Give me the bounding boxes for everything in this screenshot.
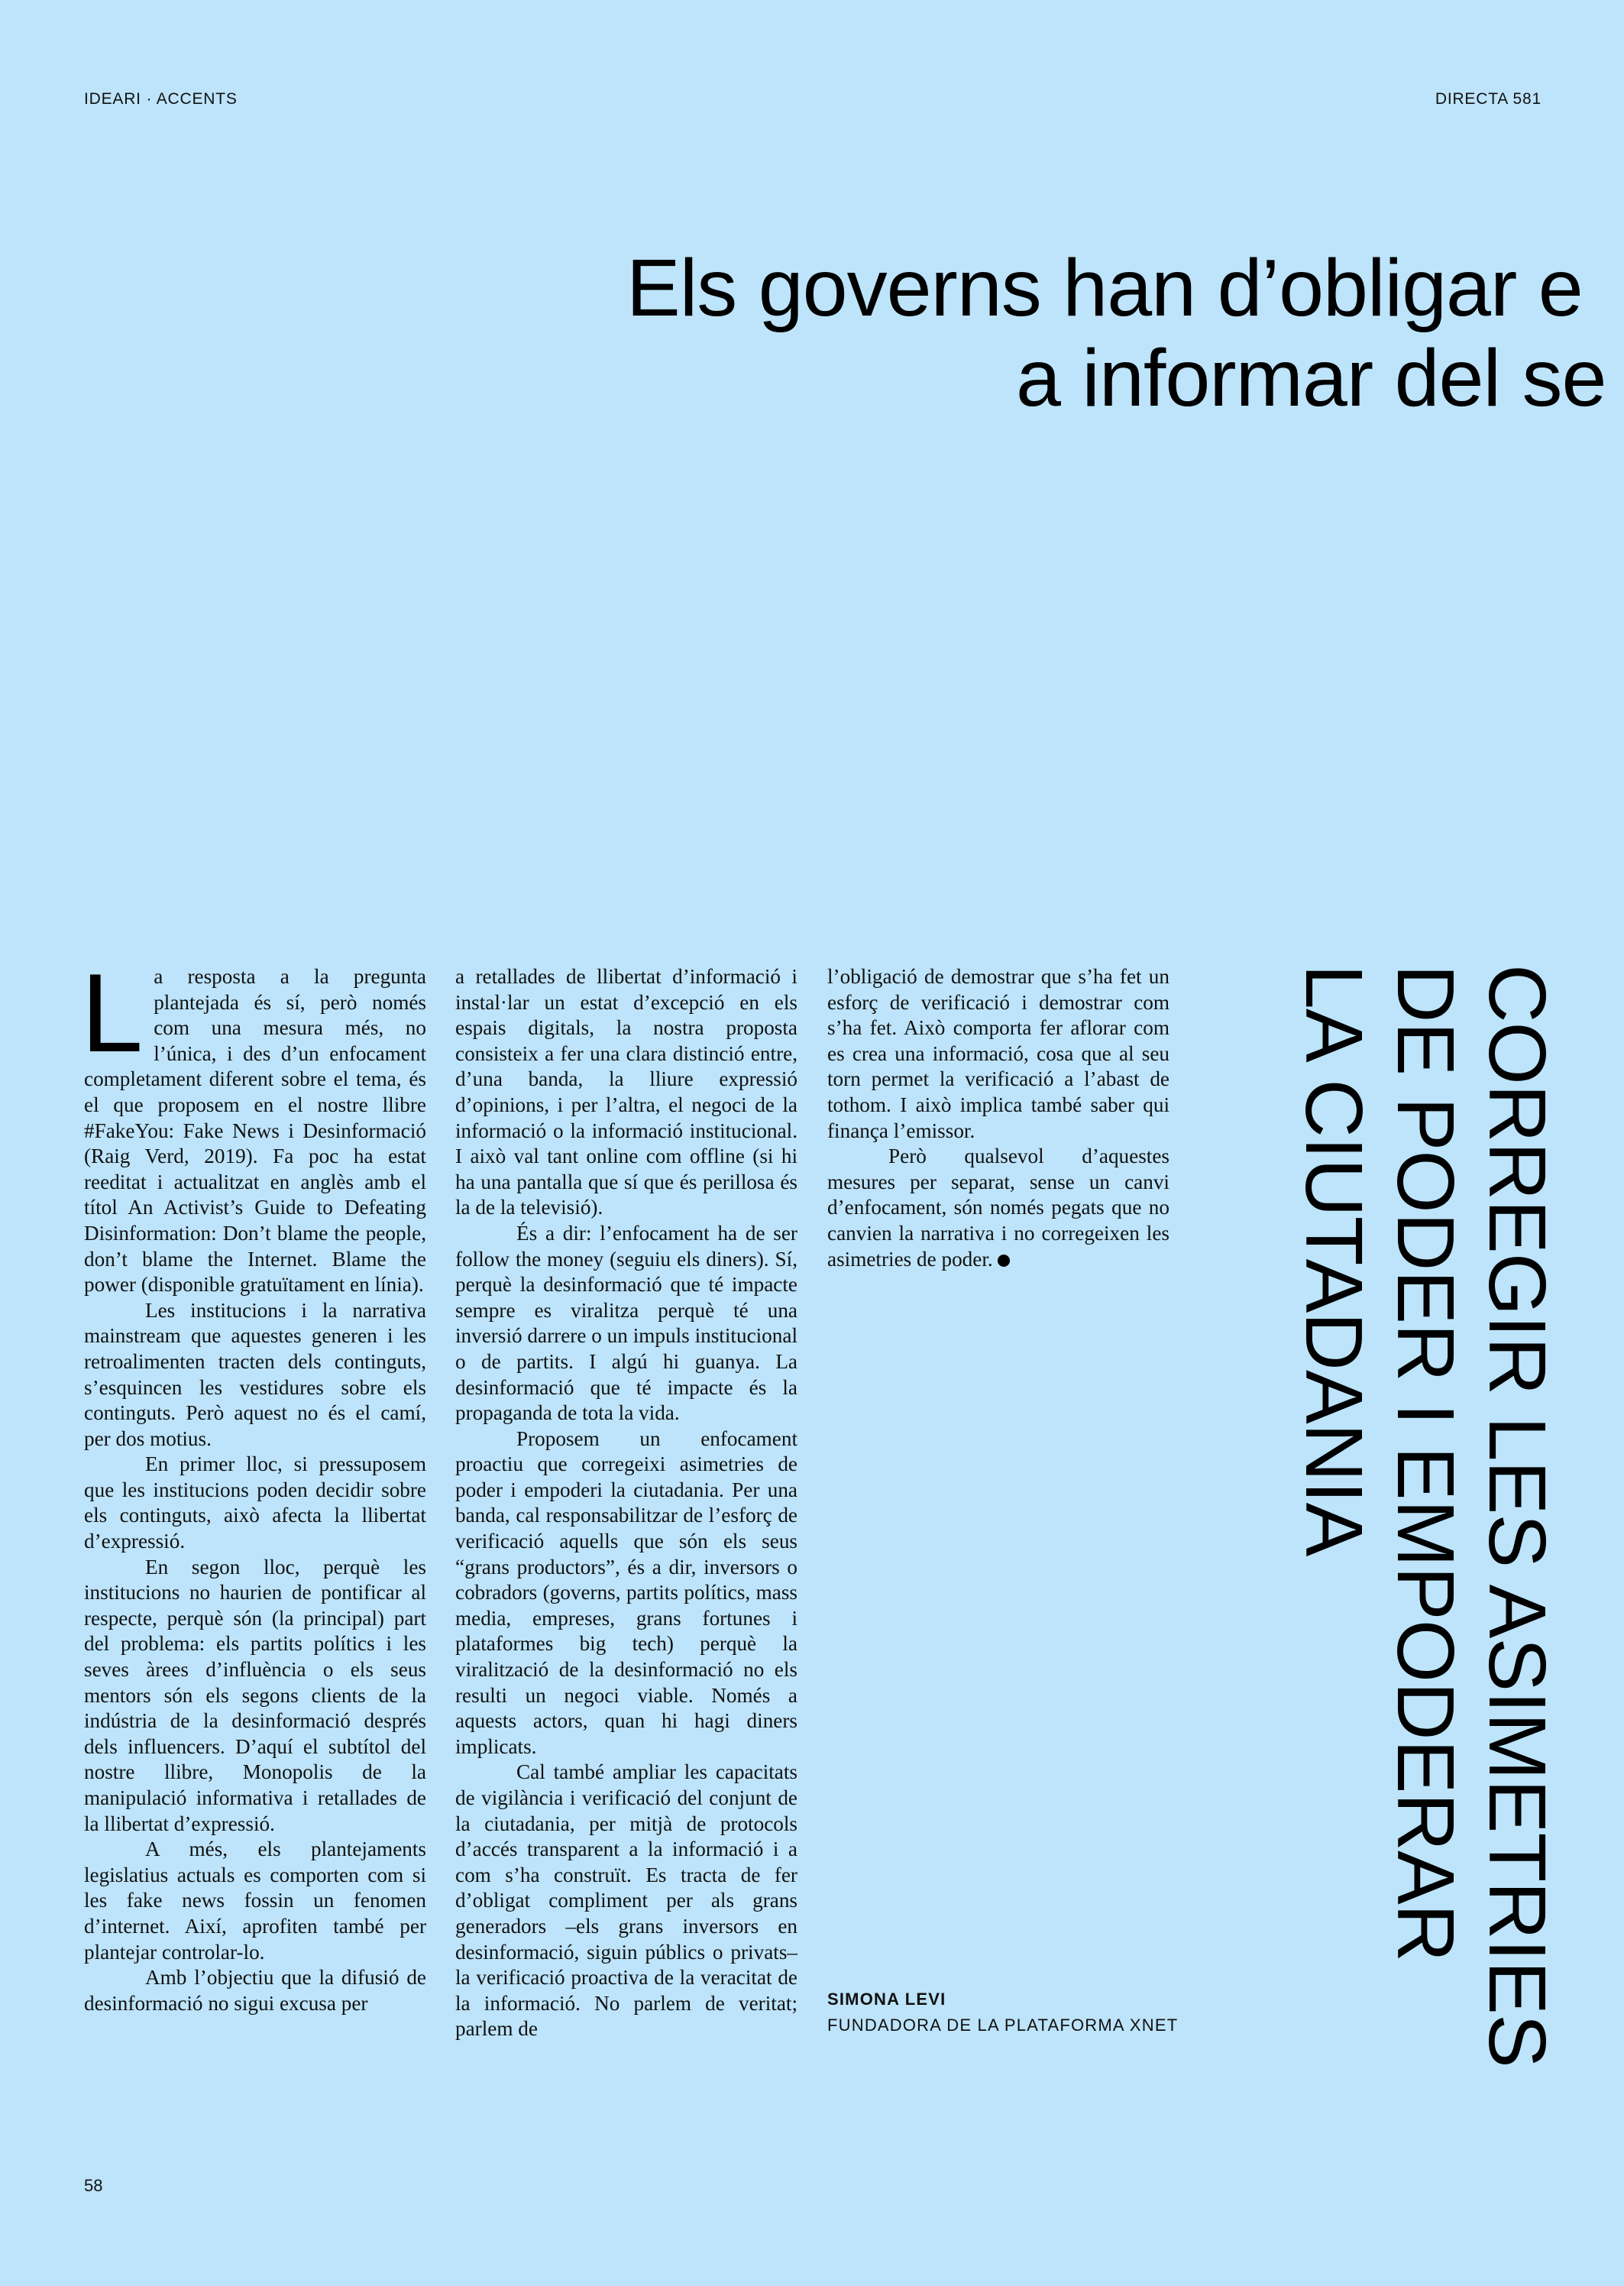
article-paragraph: És a dir: l’enfocament ha de ser follow the money (seguiu els diners). Sí, perquè la desinformació que té impacte sempre es viralitza perquè té una inversió darrere o un impuls institucional o de partits. I algú hi guanya. La desinformació que té impacte és la propaganda de tota la vida. bbox=[455, 1221, 797, 1425]
article-paragraph: l’obligació de demostrar que s’ha fet un esforç de verificació i demostrar com s’ha fet. Això comporta fer aflorar com es crea una informació, cosa que al seu torn permet la verificació a l’abast de tothom. I això implica també saber qui finança l’emissor. bbox=[827, 965, 1169, 1142]
headline-line-1: Els governs han d’obligar e bbox=[626, 243, 1583, 333]
article-paragraph: A més, els plantejaments legislatius actuals es comporten com si les fake news fossin un fenomen d’internet. Així, aprofiten també per plantejar controlar-lo. bbox=[84, 1838, 426, 1964]
headline bbox=[626, 243, 1624, 423]
author-role: FUNDADORA DE LA PLATAFORMA XNET bbox=[827, 2016, 1179, 2035]
article-paragraph: Cal també ampliar les capacitats de vigilància i verificació del conjunt de la ciutadania, per mitjà de protocols d’accés transparent a la informació i a com s’ha construït. Es tracta de fer d’obligat compliment per als grans generadors –els grans inversors en desinformació, siguin públics o privats– la verificació proactiva de la veracitat de la informació. No parlem de veritat; parlem de bbox=[455, 1760, 797, 2041]
author-name: SIMONA LEVI bbox=[827, 1990, 946, 2009]
article-paragraph bbox=[827, 1144, 1169, 1272]
vertical-title-line-3: LA CIUTADANIA bbox=[1289, 964, 1379, 1556]
article-paragraph: Amb l’objectiu que la difusió de desinformació no sigui excusa per bbox=[84, 1966, 426, 2015]
article-column-2 bbox=[455, 964, 797, 2042]
article-paragraph: En primer lloc, si pressuposem que les institucions poden decidir sobre els continguts, això afecta la llibertat d’expressió. bbox=[84, 1452, 426, 1553]
drop-cap: L bbox=[81, 950, 144, 1075]
headline-line-2: a informar del se bbox=[1016, 333, 1606, 423]
vertical-title-line-1: CORREGIR LES ASIMETRIES bbox=[1472, 964, 1562, 2067]
article-paragraph bbox=[81, 950, 426, 1298]
vertical-title-line-2: DE PODER I EMPODERAR bbox=[1380, 964, 1470, 1962]
article-column-3 bbox=[827, 964, 1169, 1272]
vertical-title bbox=[1288, 964, 1563, 2067]
end-of-article-mark bbox=[998, 1255, 1010, 1267]
article-paragraph: Les institucions i la narrativa mainstream que aquestes generen i les retroalimenten tracten dels continguts, s’esquincen les vestidures sobre els continguts. Però aquest no és el camí, per dos motius. bbox=[84, 1298, 426, 1450]
page-number: 58 bbox=[84, 2176, 103, 2195]
author-byline bbox=[827, 1986, 1178, 2038]
article-paragraph: En segon lloc, perquè les institucions no haurien de pontificar al respecte, perquè són (la principal) part del problema: els partits polítics i les seves àrees d’influència o els seus mentors són els segons clients de la indústria de la desinformació després dels influencers. D’aquí el subtítol del nostre llibre, Monopolis de la manipulació informativa i retallades de la llibertat d’expressió. bbox=[84, 1555, 426, 1835]
article-column-1 bbox=[81, 950, 426, 2016]
issue-label: DIRECTA 581 bbox=[1435, 90, 1542, 108]
article-paragraph: Proposem un enfocament proactiu que corregeixi asimetries de poder i empoderi la ciutadania. Per una banda, cal responsabilitzar de l’esforç de verificació aquells que són els seus “grans productors”, és a dir, inversors o cobradors (governs, partits polítics, mass media, empreses, grans fortunes i plataformes big tech) perquè la viralització de la desinformació no els resulti un negoci viable. Només a aquests actors, quan hi hagi diners implicats. bbox=[455, 1426, 797, 1758]
section-label: IDEARI · ACCENTS bbox=[84, 90, 238, 108]
article-paragraph-text: a resposta a la pregunta plantejada és sí, però només com una mesura més, no l’única, i des d’un enfocament completament diferent sobre el tema, és el que proposem en el nostre llibre #FakeYou: Fake News i Desinformació (Raig Verd, 2019). Fa poc ha estat reeditat i actualitzat en anglès amb el títol An Activist’s Guide to Defeating Disinformation: Don’t blame the people, don’t blame the Internet. Blame the power (disponible gratuïtament en línia). bbox=[84, 965, 426, 1297]
article-paragraph: a retallades de llibertat d’informació i instal·lar un estat d’excepció en els espais digitals, la nostra proposta consisteix a fer una clara distinció entre, d’una banda, la lliure expressió d’opinions, i per l’altra, el negoci de la informació o la informació institucional. I això val tant online com offline (si hi ha una pantalla que sí que és perillosa és la de la televisió). bbox=[455, 965, 797, 1219]
article-paragraph-text: Però qualsevol d’aquestes mesures per separat, sense un canvi d’enfocament, són només pegats que no canvien la narrativa i no corregeixen les asimetries de poder. bbox=[827, 1145, 1169, 1271]
